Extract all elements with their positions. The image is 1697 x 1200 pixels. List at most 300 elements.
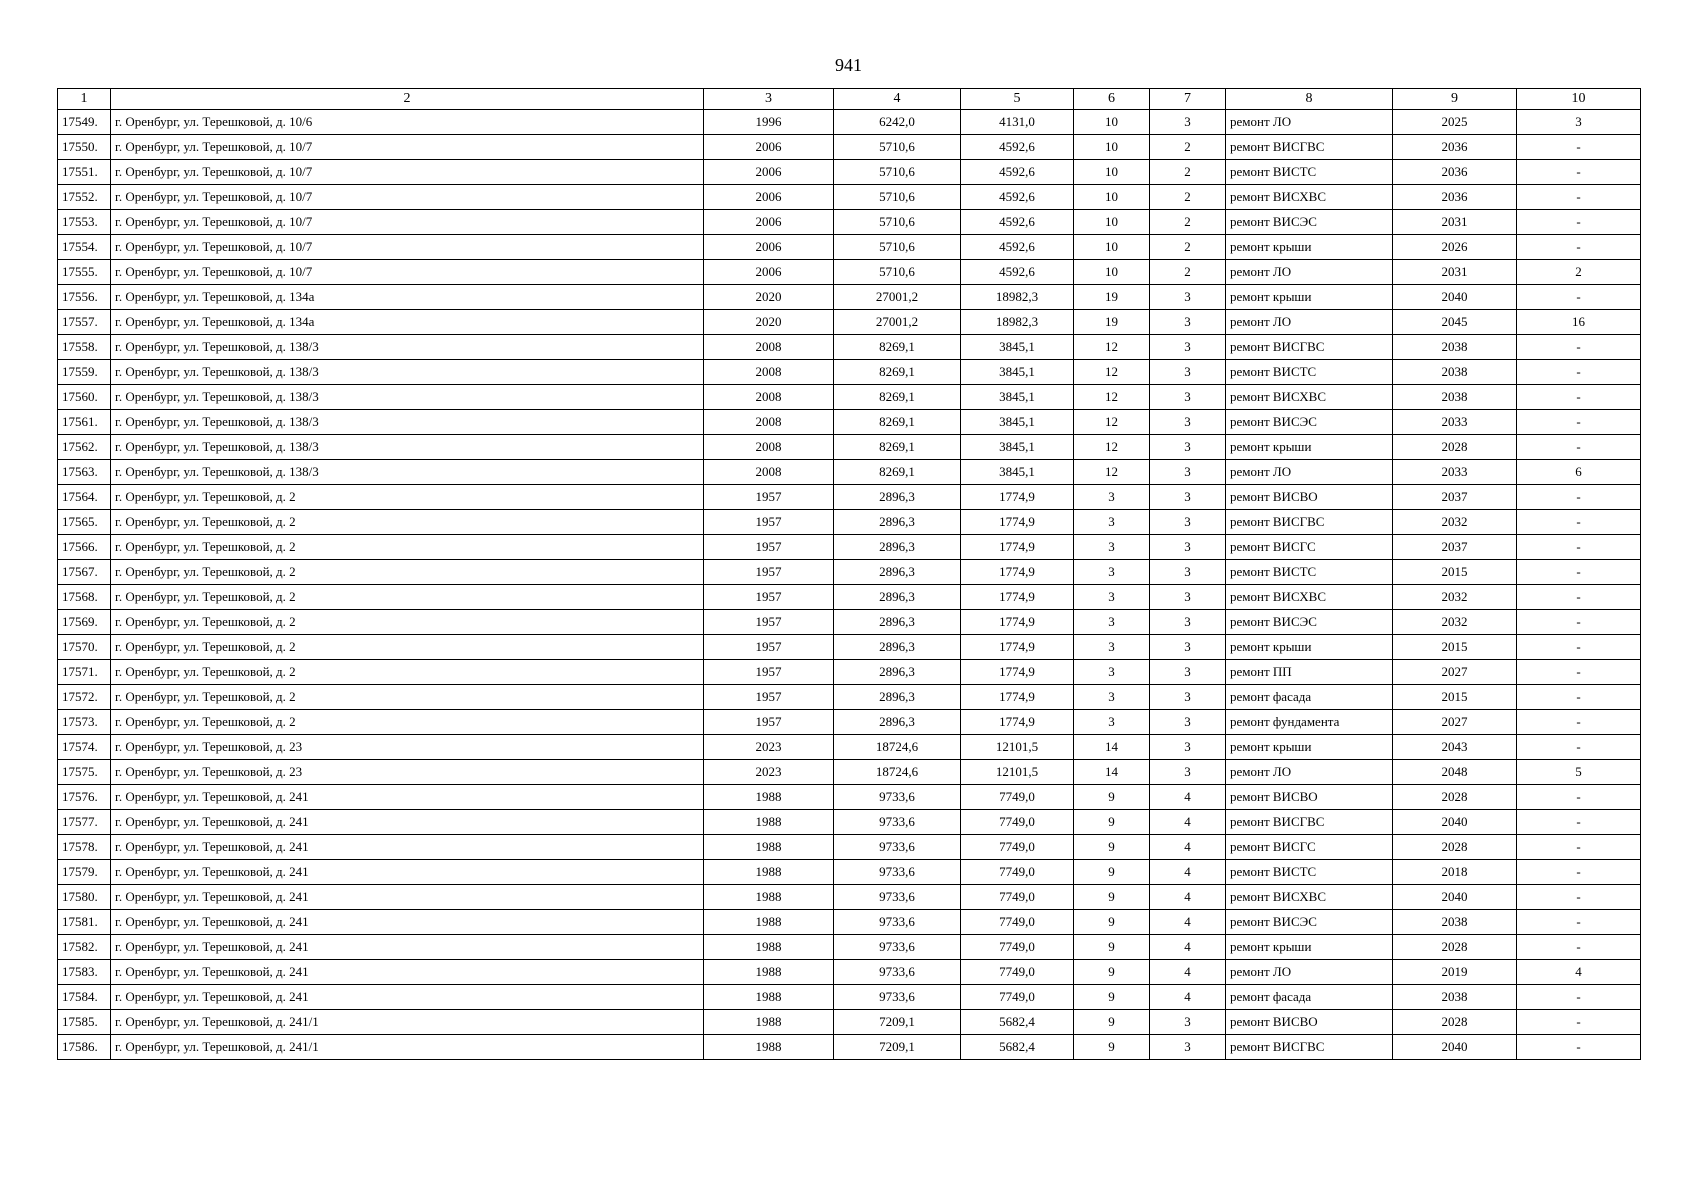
entrances-count-cell: 4: [1150, 935, 1226, 960]
row-number-cell: 17577.: [58, 810, 111, 835]
address-cell: г. Оренбург, ул. Терешковой, д. 241: [111, 810, 704, 835]
build-year-cell: 2006: [704, 235, 834, 260]
floors-count-cell: 3: [1074, 560, 1150, 585]
work-type-cell: ремонт ВИСХВС: [1226, 385, 1393, 410]
build-year-cell: 2006: [704, 135, 834, 160]
table-row: [58, 360, 1641, 385]
address-cell: г. Оренбург, ул. Терешковой, д. 2: [111, 510, 704, 535]
floors-count-cell: 19: [1074, 285, 1150, 310]
living-area-cell: 4592,6: [961, 210, 1074, 235]
row-number-cell: 17561.: [58, 410, 111, 435]
row-number-cell: 17586.: [58, 1035, 111, 1060]
column-header: 10: [1517, 89, 1641, 110]
column-header: 2: [111, 89, 704, 110]
address-cell: г. Оренбург, ул. Терешковой, д. 2: [111, 660, 704, 685]
planned-year-cell: 2048: [1393, 760, 1517, 785]
build-year-cell: 1988: [704, 910, 834, 935]
address-cell: г. Оренбург, ул. Терешковой, д. 2: [111, 610, 704, 635]
address-cell: г. Оренбург, ул. Терешковой, д. 134а: [111, 310, 704, 335]
work-type-cell: ремонт ВИСГВС: [1226, 810, 1393, 835]
extra-value-cell: -: [1517, 1010, 1641, 1035]
entrances-count-cell: 4: [1150, 835, 1226, 860]
build-year-cell: 1957: [704, 535, 834, 560]
work-type-cell: ремонт крыши: [1226, 635, 1393, 660]
living-area-cell: 3845,1: [961, 460, 1074, 485]
work-type-cell: ремонт ЛО: [1226, 310, 1393, 335]
address-cell: г. Оренбург, ул. Терешковой, д. 241: [111, 985, 704, 1010]
floors-count-cell: 9: [1074, 910, 1150, 935]
planned-year-cell: 2015: [1393, 635, 1517, 660]
entrances-count-cell: 4: [1150, 985, 1226, 1010]
entrances-count-cell: 3: [1150, 335, 1226, 360]
entrances-count-cell: 3: [1150, 285, 1226, 310]
total-area-cell: 5710,6: [834, 235, 961, 260]
build-year-cell: 1988: [704, 985, 834, 1010]
work-type-cell: ремонт ВИСГВС: [1226, 135, 1393, 160]
work-type-cell: ремонт крыши: [1226, 735, 1393, 760]
table-row: [58, 160, 1641, 185]
row-number-cell: 17570.: [58, 635, 111, 660]
column-header: 1: [58, 89, 111, 110]
total-area-cell: 6242,0: [834, 110, 961, 135]
table-row: [58, 385, 1641, 410]
row-number-cell: 17574.: [58, 735, 111, 760]
table-row: [58, 710, 1641, 735]
planned-year-cell: 2028: [1393, 1010, 1517, 1035]
planned-year-cell: 2040: [1393, 885, 1517, 910]
total-area-cell: 2896,3: [834, 535, 961, 560]
extra-value-cell: -: [1517, 435, 1641, 460]
build-year-cell: 2020: [704, 285, 834, 310]
planned-year-cell: 2015: [1393, 685, 1517, 710]
work-type-cell: ремонт ЛО: [1226, 110, 1393, 135]
row-number-cell: 17573.: [58, 710, 111, 735]
column-header: 8: [1226, 89, 1393, 110]
planned-year-cell: 2027: [1393, 710, 1517, 735]
living-area-cell: 7749,0: [961, 860, 1074, 885]
living-area-cell: 1774,9: [961, 585, 1074, 610]
table-row: [58, 985, 1641, 1010]
work-type-cell: ремонт ВИСТС: [1226, 860, 1393, 885]
total-area-cell: 7209,1: [834, 1010, 961, 1035]
floors-count-cell: 3: [1074, 660, 1150, 685]
planned-year-cell: 2040: [1393, 1035, 1517, 1060]
build-year-cell: 2008: [704, 410, 834, 435]
living-area-cell: 4592,6: [961, 185, 1074, 210]
planned-year-cell: 2015: [1393, 560, 1517, 585]
address-cell: г. Оренбург, ул. Терешковой, д. 138/3: [111, 435, 704, 460]
table-row: [58, 660, 1641, 685]
work-type-cell: ремонт ВИСГС: [1226, 835, 1393, 860]
planned-year-cell: 2028: [1393, 935, 1517, 960]
living-area-cell: 7749,0: [961, 785, 1074, 810]
row-number-cell: 17582.: [58, 935, 111, 960]
planned-year-cell: 2026: [1393, 235, 1517, 260]
table-row: [58, 585, 1641, 610]
entrances-count-cell: 3: [1150, 560, 1226, 585]
build-year-cell: 1957: [704, 510, 834, 535]
total-area-cell: 2896,3: [834, 710, 961, 735]
address-cell: г. Оренбург, ул. Терешковой, д. 23: [111, 760, 704, 785]
work-type-cell: ремонт ВИСЭС: [1226, 210, 1393, 235]
extra-value-cell: -: [1517, 835, 1641, 860]
floors-count-cell: 9: [1074, 1035, 1150, 1060]
living-area-cell: 1774,9: [961, 485, 1074, 510]
floors-count-cell: 12: [1074, 460, 1150, 485]
address-cell: г. Оренбург, ул. Терешковой, д. 241: [111, 910, 704, 935]
table-row: [58, 285, 1641, 310]
floors-count-cell: 10: [1074, 185, 1150, 210]
planned-year-cell: 2040: [1393, 285, 1517, 310]
floors-count-cell: 3: [1074, 635, 1150, 660]
entrances-count-cell: 2: [1150, 260, 1226, 285]
row-number-cell: 17566.: [58, 535, 111, 560]
address-cell: г. Оренбург, ул. Терешковой, д. 2: [111, 585, 704, 610]
row-number-cell: 17551.: [58, 160, 111, 185]
entrances-count-cell: 3: [1150, 585, 1226, 610]
table-row: [58, 685, 1641, 710]
planned-year-cell: 2036: [1393, 135, 1517, 160]
living-area-cell: 18982,3: [961, 310, 1074, 335]
address-cell: г. Оренбург, ул. Терешковой, д. 241: [111, 960, 704, 985]
build-year-cell: 2008: [704, 335, 834, 360]
floors-count-cell: 9: [1074, 785, 1150, 810]
total-area-cell: 8269,1: [834, 335, 961, 360]
entrances-count-cell: 3: [1150, 485, 1226, 510]
planned-year-cell: 2033: [1393, 410, 1517, 435]
address-cell: г. Оренбург, ул. Терешковой, д. 241: [111, 785, 704, 810]
extra-value-cell: -: [1517, 785, 1641, 810]
entrances-count-cell: 3: [1150, 535, 1226, 560]
entrances-count-cell: 3: [1150, 110, 1226, 135]
total-area-cell: 5710,6: [834, 185, 961, 210]
living-area-cell: 1774,9: [961, 560, 1074, 585]
planned-year-cell: 2040: [1393, 810, 1517, 835]
row-number-cell: 17576.: [58, 785, 111, 810]
planned-year-cell: 2036: [1393, 185, 1517, 210]
total-area-cell: 2896,3: [834, 485, 961, 510]
address-cell: г. Оренбург, ул. Терешковой, д. 138/3: [111, 360, 704, 385]
page-number: 941: [835, 55, 862, 75]
entrances-count-cell: 3: [1150, 610, 1226, 635]
address-cell: г. Оренбург, ул. Терешковой, д. 2: [111, 560, 704, 585]
living-area-cell: 7749,0: [961, 810, 1074, 835]
build-year-cell: 2006: [704, 260, 834, 285]
extra-value-cell: -: [1517, 360, 1641, 385]
row-number-cell: 17581.: [58, 910, 111, 935]
entrances-count-cell: 4: [1150, 785, 1226, 810]
build-year-cell: 1988: [704, 1035, 834, 1060]
row-number-cell: 17564.: [58, 485, 111, 510]
table-row: [58, 135, 1641, 160]
work-type-cell: ремонт ВИСТС: [1226, 560, 1393, 585]
table-row: [58, 1010, 1641, 1035]
planned-year-cell: 2025: [1393, 110, 1517, 135]
floors-count-cell: 12: [1074, 435, 1150, 460]
address-cell: г. Оренбург, ул. Терешковой, д. 241/1: [111, 1010, 704, 1035]
registry-table: [57, 88, 1641, 1060]
total-area-cell: 2896,3: [834, 560, 961, 585]
build-year-cell: 1996: [704, 110, 834, 135]
entrances-count-cell: 2: [1150, 160, 1226, 185]
row-number-cell: 17571.: [58, 660, 111, 685]
entrances-count-cell: 3: [1150, 385, 1226, 410]
table-row: [58, 185, 1641, 210]
build-year-cell: 1957: [704, 610, 834, 635]
work-type-cell: ремонт ВИСВО: [1226, 785, 1393, 810]
living-area-cell: 3845,1: [961, 435, 1074, 460]
work-type-cell: ремонт ВИСЭС: [1226, 910, 1393, 935]
work-type-cell: ремонт ЛО: [1226, 260, 1393, 285]
total-area-cell: 9733,6: [834, 910, 961, 935]
work-type-cell: ремонт ВИСТС: [1226, 360, 1393, 385]
floors-count-cell: 10: [1074, 260, 1150, 285]
entrances-count-cell: 3: [1150, 760, 1226, 785]
total-area-cell: 8269,1: [834, 460, 961, 485]
build-year-cell: 2008: [704, 460, 834, 485]
living-area-cell: 12101,5: [961, 760, 1074, 785]
extra-value-cell: -: [1517, 910, 1641, 935]
work-type-cell: ремонт ЛО: [1226, 460, 1393, 485]
entrances-count-cell: 2: [1150, 235, 1226, 260]
work-type-cell: ремонт ВИСГВС: [1226, 335, 1393, 360]
planned-year-cell: 2032: [1393, 610, 1517, 635]
extra-value-cell: -: [1517, 135, 1641, 160]
extra-value-cell: -: [1517, 385, 1641, 410]
address-cell: г. Оренбург, ул. Терешковой, д. 23: [111, 735, 704, 760]
floors-count-cell: 9: [1074, 960, 1150, 985]
row-number-cell: 17575.: [58, 760, 111, 785]
planned-year-cell: 2018: [1393, 860, 1517, 885]
table-row: [58, 960, 1641, 985]
table-row: [58, 785, 1641, 810]
row-number-cell: 17565.: [58, 510, 111, 535]
entrances-count-cell: 2: [1150, 135, 1226, 160]
total-area-cell: 9733,6: [834, 935, 961, 960]
work-type-cell: ремонт фасада: [1226, 685, 1393, 710]
column-header: 7: [1150, 89, 1226, 110]
build-year-cell: 1988: [704, 810, 834, 835]
extra-value-cell: -: [1517, 610, 1641, 635]
extra-value-cell: -: [1517, 685, 1641, 710]
extra-value-cell: -: [1517, 810, 1641, 835]
floors-count-cell: 3: [1074, 510, 1150, 535]
address-cell: г. Оренбург, ул. Терешковой, д. 138/3: [111, 385, 704, 410]
build-year-cell: 1988: [704, 1010, 834, 1035]
living-area-cell: 7749,0: [961, 835, 1074, 860]
living-area-cell: 5682,4: [961, 1035, 1074, 1060]
entrances-count-cell: 3: [1150, 410, 1226, 435]
extra-value-cell: -: [1517, 885, 1641, 910]
row-number-cell: 17554.: [58, 235, 111, 260]
row-number-cell: 17578.: [58, 835, 111, 860]
table-row: [58, 560, 1641, 585]
column-header: 4: [834, 89, 961, 110]
extra-value-cell: 4: [1517, 960, 1641, 985]
work-type-cell: ремонт ВИСГВС: [1226, 1035, 1393, 1060]
row-number-cell: 17567.: [58, 560, 111, 585]
total-area-cell: 2896,3: [834, 510, 961, 535]
row-number-cell: 17585.: [58, 1010, 111, 1035]
floors-count-cell: 10: [1074, 135, 1150, 160]
living-area-cell: 1774,9: [961, 610, 1074, 635]
table-row: [58, 760, 1641, 785]
row-number-cell: 17583.: [58, 960, 111, 985]
extra-value-cell: -: [1517, 635, 1641, 660]
address-cell: г. Оренбург, ул. Терешковой, д. 241: [111, 885, 704, 910]
table-row: [58, 885, 1641, 910]
floors-count-cell: 10: [1074, 235, 1150, 260]
living-area-cell: 4131,0: [961, 110, 1074, 135]
row-number-cell: 17560.: [58, 385, 111, 410]
living-area-cell: 4592,6: [961, 235, 1074, 260]
living-area-cell: 1774,9: [961, 710, 1074, 735]
entrances-count-cell: 2: [1150, 210, 1226, 235]
build-year-cell: 2006: [704, 185, 834, 210]
work-type-cell: ремонт ВИСВО: [1226, 1010, 1393, 1035]
work-type-cell: ремонт ВИСГС: [1226, 535, 1393, 560]
total-area-cell: 2896,3: [834, 585, 961, 610]
living-area-cell: 4592,6: [961, 260, 1074, 285]
living-area-cell: 4592,6: [961, 135, 1074, 160]
address-cell: г. Оренбург, ул. Терешковой, д. 2: [111, 535, 704, 560]
table-row: [58, 935, 1641, 960]
extra-value-cell: -: [1517, 1035, 1641, 1060]
work-type-cell: ремонт ВИСГВС: [1226, 510, 1393, 535]
planned-year-cell: 2031: [1393, 260, 1517, 285]
living-area-cell: 7749,0: [961, 960, 1074, 985]
table-row: [58, 260, 1641, 285]
extra-value-cell: -: [1517, 335, 1641, 360]
build-year-cell: 1988: [704, 935, 834, 960]
extra-value-cell: -: [1517, 210, 1641, 235]
work-type-cell: ремонт крыши: [1226, 285, 1393, 310]
row-number-cell: 17556.: [58, 285, 111, 310]
address-cell: г. Оренбург, ул. Терешковой, д. 134а: [111, 285, 704, 310]
extra-value-cell: -: [1517, 710, 1641, 735]
table-row: [58, 110, 1641, 135]
row-number-cell: 17558.: [58, 335, 111, 360]
planned-year-cell: 2037: [1393, 535, 1517, 560]
total-area-cell: 9733,6: [834, 785, 961, 810]
floors-count-cell: 10: [1074, 210, 1150, 235]
extra-value-cell: 5: [1517, 760, 1641, 785]
total-area-cell: 9733,6: [834, 985, 961, 1010]
extra-value-cell: -: [1517, 560, 1641, 585]
entrances-count-cell: 3: [1150, 310, 1226, 335]
floors-count-cell: 3: [1074, 485, 1150, 510]
total-area-cell: 5710,6: [834, 260, 961, 285]
extra-value-cell: -: [1517, 585, 1641, 610]
work-type-cell: ремонт ВИСТС: [1226, 160, 1393, 185]
living-area-cell: 3845,1: [961, 335, 1074, 360]
floors-count-cell: 12: [1074, 360, 1150, 385]
living-area-cell: 1774,9: [961, 635, 1074, 660]
floors-count-cell: 10: [1074, 110, 1150, 135]
address-cell: г. Оренбург, ул. Терешковой, д. 241/1: [111, 1035, 704, 1060]
extra-value-cell: -: [1517, 660, 1641, 685]
floors-count-cell: 9: [1074, 860, 1150, 885]
table-row: [58, 1035, 1641, 1060]
extra-value-cell: -: [1517, 185, 1641, 210]
living-area-cell: 3845,1: [961, 360, 1074, 385]
entrances-count-cell: 4: [1150, 960, 1226, 985]
build-year-cell: 1988: [704, 885, 834, 910]
table-body: [58, 110, 1641, 1060]
floors-count-cell: 19: [1074, 310, 1150, 335]
table-row: [58, 610, 1641, 635]
row-number-cell: 17559.: [58, 360, 111, 385]
total-area-cell: 9733,6: [834, 835, 961, 860]
table-row: [58, 735, 1641, 760]
table-row: [58, 210, 1641, 235]
total-area-cell: 18724,6: [834, 735, 961, 760]
table-row: [58, 235, 1641, 260]
planned-year-cell: 2038: [1393, 910, 1517, 935]
address-cell: г. Оренбург, ул. Терешковой, д. 138/3: [111, 335, 704, 360]
living-area-cell: 1774,9: [961, 660, 1074, 685]
entrances-count-cell: 3: [1150, 510, 1226, 535]
entrances-count-cell: 3: [1150, 1010, 1226, 1035]
column-header: 3: [704, 89, 834, 110]
build-year-cell: 1957: [704, 585, 834, 610]
row-number-cell: 17557.: [58, 310, 111, 335]
table-row: [58, 335, 1641, 360]
row-number-cell: 17572.: [58, 685, 111, 710]
floors-count-cell: 10: [1074, 160, 1150, 185]
table-row: [58, 310, 1641, 335]
extra-value-cell: 6: [1517, 460, 1641, 485]
entrances-count-cell: 3: [1150, 460, 1226, 485]
total-area-cell: 8269,1: [834, 385, 961, 410]
living-area-cell: 7749,0: [961, 985, 1074, 1010]
entrances-count-cell: 3: [1150, 1035, 1226, 1060]
column-header: 6: [1074, 89, 1150, 110]
row-number-cell: 17568.: [58, 585, 111, 610]
address-cell: г. Оренбург, ул. Терешковой, д. 10/7: [111, 260, 704, 285]
living-area-cell: 18982,3: [961, 285, 1074, 310]
total-area-cell: 2896,3: [834, 660, 961, 685]
work-type-cell: ремонт ВИСЭС: [1226, 410, 1393, 435]
row-number-cell: 17584.: [58, 985, 111, 1010]
work-type-cell: ремонт ВИСХВС: [1226, 585, 1393, 610]
entrances-count-cell: 3: [1150, 435, 1226, 460]
planned-year-cell: 2027: [1393, 660, 1517, 685]
extra-value-cell: -: [1517, 860, 1641, 885]
living-area-cell: 1774,9: [961, 535, 1074, 560]
address-cell: г. Оренбург, ул. Терешковой, д. 10/6: [111, 110, 704, 135]
planned-year-cell: 2038: [1393, 360, 1517, 385]
total-area-cell: 8269,1: [834, 360, 961, 385]
planned-year-cell: 2028: [1393, 435, 1517, 460]
living-area-cell: 3845,1: [961, 385, 1074, 410]
planned-year-cell: 2032: [1393, 510, 1517, 535]
build-year-cell: 2006: [704, 160, 834, 185]
table-row: [58, 410, 1641, 435]
build-year-cell: 1957: [704, 485, 834, 510]
work-type-cell: ремонт крыши: [1226, 235, 1393, 260]
floors-count-cell: 9: [1074, 810, 1150, 835]
total-area-cell: 8269,1: [834, 410, 961, 435]
planned-year-cell: 2032: [1393, 585, 1517, 610]
work-type-cell: ремонт ЛО: [1226, 760, 1393, 785]
living-area-cell: 1774,9: [961, 685, 1074, 710]
extra-value-cell: 2: [1517, 260, 1641, 285]
planned-year-cell: 2033: [1393, 460, 1517, 485]
floors-count-cell: 3: [1074, 685, 1150, 710]
total-area-cell: 9733,6: [834, 885, 961, 910]
floors-count-cell: 3: [1074, 585, 1150, 610]
